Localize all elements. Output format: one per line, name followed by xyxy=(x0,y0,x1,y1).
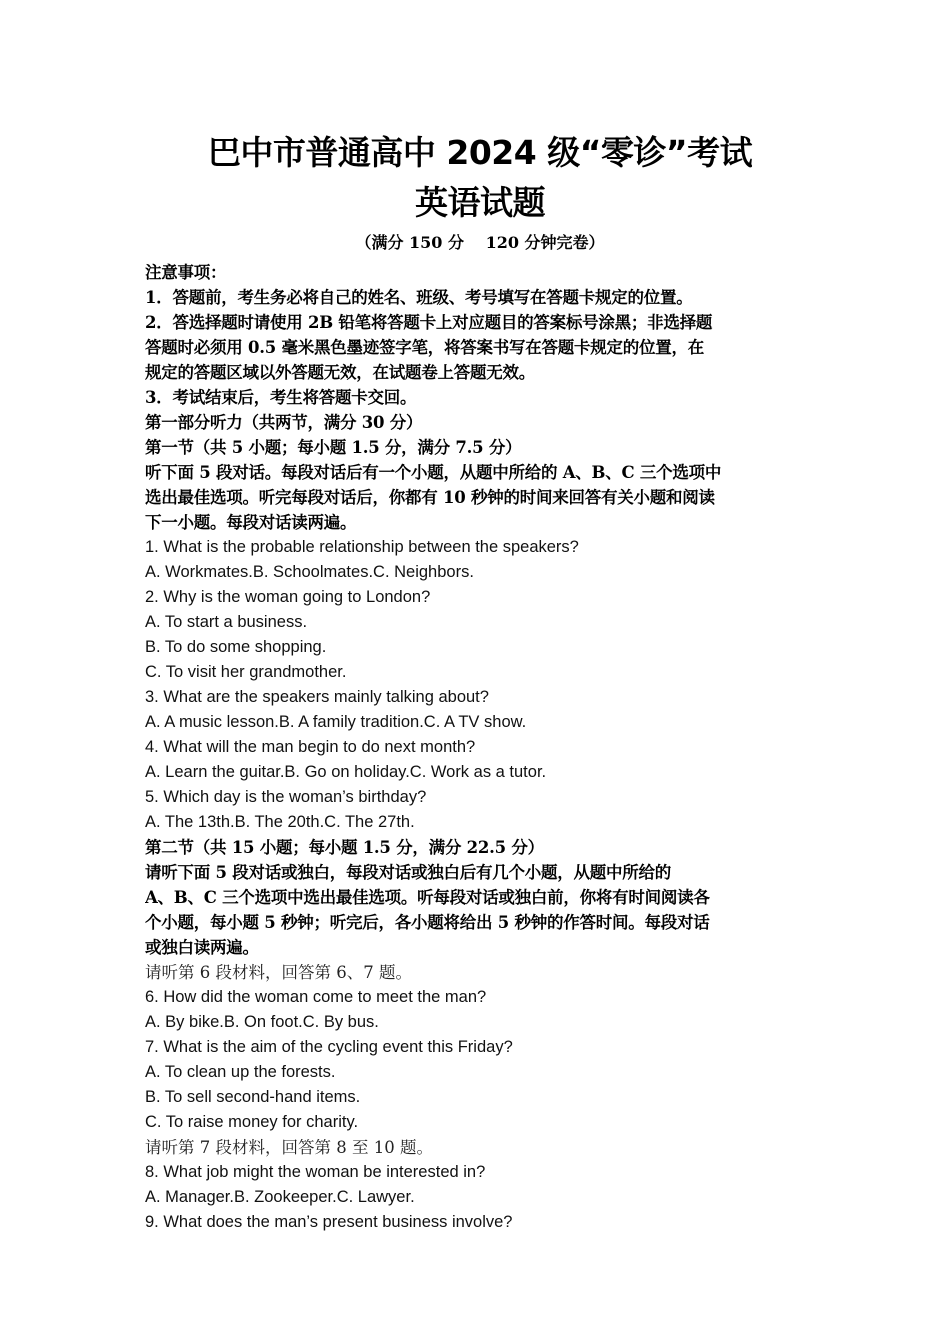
text-line: 个小题，每小题 5 秒钟；听完后，各小题将给出 5 秒钟的作答时间。每段对话 xyxy=(145,913,710,932)
text-line: 注意事项： xyxy=(145,263,227,282)
text-line: 1．答题前，考生务必将自己的姓名、班级、考号填写在答题卡规定的位置。 xyxy=(145,288,693,307)
exam-body xyxy=(145,260,815,1235)
text-line: 9. What does the man’s present business involve? xyxy=(145,1213,513,1231)
text-line: A. To start a business. xyxy=(145,613,308,631)
text-line: C. To visit her grandmother. xyxy=(145,663,347,681)
text-line: 3．考试结束后，考生将答题卡交回。 xyxy=(145,388,417,407)
text-line: 规定的答题区域以外答题无效，在试题卷上答题无效。 xyxy=(145,363,535,382)
text-line: A. To clean up the forests. xyxy=(145,1063,336,1081)
text-line: 2. Why is the woman going to London? xyxy=(145,588,431,606)
text-line: A、B、C 三个选项中选出最佳选项。听每段对话或独白前，你将有时间阅读各 xyxy=(145,888,710,907)
text-line: 1. What is the probable relationship between the speakers? xyxy=(145,538,579,556)
text-line: 2．答选择题时请使用 2B 铅笔将答题卡上对应题目的答案标号涂黑；非选择题 xyxy=(145,313,713,332)
exam-page xyxy=(145,128,815,1235)
text-line: A. By bike.B. On foot.C. By bus. xyxy=(145,1013,379,1031)
text-line: 请听下面 5 段对话或独白，每段对话或独白后有几个小题，从题中所给的 xyxy=(145,863,671,882)
text-line: 答题时必须用 0.5 毫米黑色墨迹签字笔，将答案书写在答题卡规定的位置，在 xyxy=(145,338,704,357)
text-line: B. To sell second-hand items. xyxy=(145,1088,361,1106)
text-line: 听下面 5 段对话。每段对话后有一个小题，从题中所给的 A、B、C 三个选项中 xyxy=(145,463,722,482)
text-line: 下一小题。每段对话读两遍。 xyxy=(145,513,357,532)
text-line: C. To raise money for charity. xyxy=(145,1113,359,1131)
text-line: 请听第 6 段材料，回答第 6、7 题。 xyxy=(145,963,412,982)
exam-title-line1: 巴中市普通高中 2024 级“零诊”考试 xyxy=(207,133,753,172)
text-line: 6. How did the woman come to meet the man? xyxy=(145,988,487,1006)
text-line: 7. What is the aim of the cycling event this Friday? xyxy=(145,1038,513,1056)
text-line: 第一部分听力（共两节，满分 30 分） xyxy=(145,413,423,432)
text-line: 第二节（共 15 小题；每小题 1.5 分，满分 22.5 分） xyxy=(145,838,544,857)
text-line: B. To do some shopping. xyxy=(145,638,327,656)
text-line: A. Manager.B. Zookeeper.C. Lawyer. xyxy=(145,1188,415,1206)
text-line: 或独白读两遍。 xyxy=(145,938,259,957)
exam-subtitle: （满分 150 分 120 分钟完卷） xyxy=(355,233,605,252)
text-line: 请听第 7 段材料，回答第 8 至 10 题。 xyxy=(145,1138,433,1157)
text-line: A. Workmates.B. Schoolmates.C. Neighbors. xyxy=(145,563,474,581)
text-line: A. Learn the guitar.B. Go on holiday.C. Work as a tutor. xyxy=(145,763,547,781)
text-line: 3. What are the speakers mainly talking about? xyxy=(145,688,489,706)
text-line: A. A music lesson.B. A family tradition.C. A TV show. xyxy=(145,713,527,731)
text-line: 4. What will the man begin to do next month? xyxy=(145,738,476,756)
text-line: A. The 13th.B. The 20th.C. The 27th. xyxy=(145,813,415,831)
exam-title-line2: 英语试题 xyxy=(415,183,545,222)
text-line: 选出最佳选项。听完每段对话后，你都有 10 秒钟的时间来回答有关小题和阅读 xyxy=(145,488,715,507)
text-line: 8. What job might the woman be interested in? xyxy=(145,1163,486,1181)
text-line: 5. Which day is the woman’s birthday? xyxy=(145,788,427,806)
text-line: 第一节（共 5 小题；每小题 1.5 分，满分 7.5 分） xyxy=(145,438,522,457)
